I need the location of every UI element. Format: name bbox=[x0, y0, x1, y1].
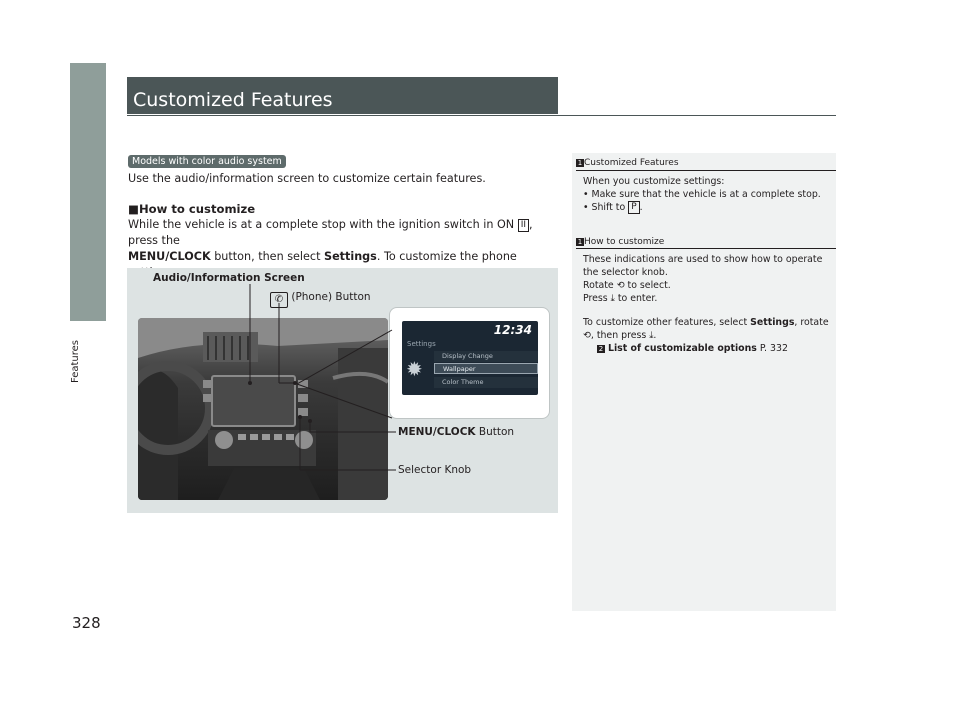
screen-time: 12:34 bbox=[493, 323, 532, 337]
label-phone-text: (Phone) Button bbox=[291, 291, 371, 303]
reference-link-text[interactable]: List of customizable options bbox=[607, 343, 757, 354]
text-run: , press the bbox=[128, 218, 533, 247]
gear-icon: ✹ bbox=[406, 357, 423, 381]
note-1-title-text: Customized Features bbox=[584, 158, 679, 168]
note-2-reference[interactable] bbox=[583, 342, 829, 355]
press-knob-icon: ⤓ bbox=[610, 293, 615, 304]
note-2-other-cont: ⟲, then press ⤓. bbox=[583, 330, 657, 341]
phone-icon: ✆ bbox=[270, 292, 288, 308]
reference-arrow-icon: 2 bbox=[598, 345, 604, 353]
rotate-knob-icon: ⟲ bbox=[583, 330, 591, 341]
text-run: button, then select bbox=[210, 250, 325, 263]
notes-column bbox=[572, 153, 836, 611]
press-knob-icon: ⤓ bbox=[649, 330, 654, 341]
screen-heading: Settings bbox=[407, 340, 436, 348]
text-run: While the vehicle is at a complete stop with the ignition switch in ON bbox=[128, 218, 518, 231]
label-menu-text: Button bbox=[475, 426, 515, 438]
page-title: Customized Features bbox=[133, 89, 333, 111]
note-2-text: to enter. bbox=[617, 293, 658, 304]
note-2-text: , rotate bbox=[794, 317, 829, 328]
spacer bbox=[583, 305, 829, 316]
note-2-text: , then press bbox=[590, 330, 647, 341]
note-1-bullet-text: Shift to bbox=[591, 202, 629, 213]
note-2-text: To customize other features, select bbox=[583, 317, 751, 328]
screen-menu-item-selected: Wallpaper bbox=[434, 363, 538, 374]
heading-marker: ■ bbox=[128, 202, 139, 216]
note-1-rule bbox=[576, 170, 836, 171]
ignition-on-key: II bbox=[518, 219, 529, 232]
note-2-title bbox=[576, 237, 664, 247]
note-1-title bbox=[576, 158, 679, 168]
section-label: Features bbox=[70, 340, 81, 383]
gear-p-key: P bbox=[628, 201, 639, 214]
intro-text: Use the audio/information screen to customize certain features. bbox=[128, 172, 486, 185]
note-1-bullet-1: • Make sure that the vehicle is at a complete stop. bbox=[583, 189, 821, 200]
screen-menu-item: Display Change bbox=[434, 351, 538, 362]
screen-menu-item: Color Theme bbox=[434, 377, 538, 388]
settings-term: Settings bbox=[324, 250, 377, 263]
note-2-settings-term: Settings bbox=[750, 317, 795, 328]
note-2-other bbox=[583, 316, 829, 329]
note-1-bullet-2: • Shift to P . bbox=[583, 202, 643, 213]
note-1-line: When you customize settings: bbox=[583, 176, 725, 187]
reference-page: P. 332 bbox=[759, 343, 788, 354]
label-selector-knob: Selector Knob bbox=[398, 464, 472, 476]
label-menu-bold: MENU/CLOCK bbox=[398, 426, 476, 438]
note-2-text: to select. bbox=[627, 280, 671, 291]
models-badge: Models with color audio system bbox=[128, 155, 286, 168]
note-1-bullet-text: Make sure that the vehicle is at a complete stop. bbox=[591, 189, 821, 200]
rotate-knob-icon: ⟲ bbox=[616, 280, 625, 291]
page-number: 328 bbox=[72, 614, 101, 632]
heading-text: How to customize bbox=[138, 202, 256, 216]
note-2-paragraph: These indications are used to show how to operate the selector knob. bbox=[583, 254, 823, 278]
note-2-text: Rotate bbox=[583, 280, 614, 291]
note-2-body bbox=[583, 253, 829, 355]
note-2-title-text: How to customize bbox=[584, 237, 665, 247]
note-marker-icon: 1 bbox=[577, 238, 583, 246]
note-1-body bbox=[583, 175, 831, 214]
text-run: . To customize the phone bbox=[376, 250, 517, 263]
menu-clock-term: MENU/CLOCK bbox=[128, 250, 211, 263]
note-2-rotate bbox=[583, 279, 829, 292]
label-menu-clock bbox=[398, 426, 514, 438]
note-2-rule bbox=[576, 248, 836, 249]
label-audio-screen: Audio/Information Screen bbox=[153, 272, 305, 284]
note-2-text: Press bbox=[583, 293, 608, 304]
note-marker-icon: 1 bbox=[577, 159, 583, 167]
note-2-press bbox=[583, 292, 829, 305]
